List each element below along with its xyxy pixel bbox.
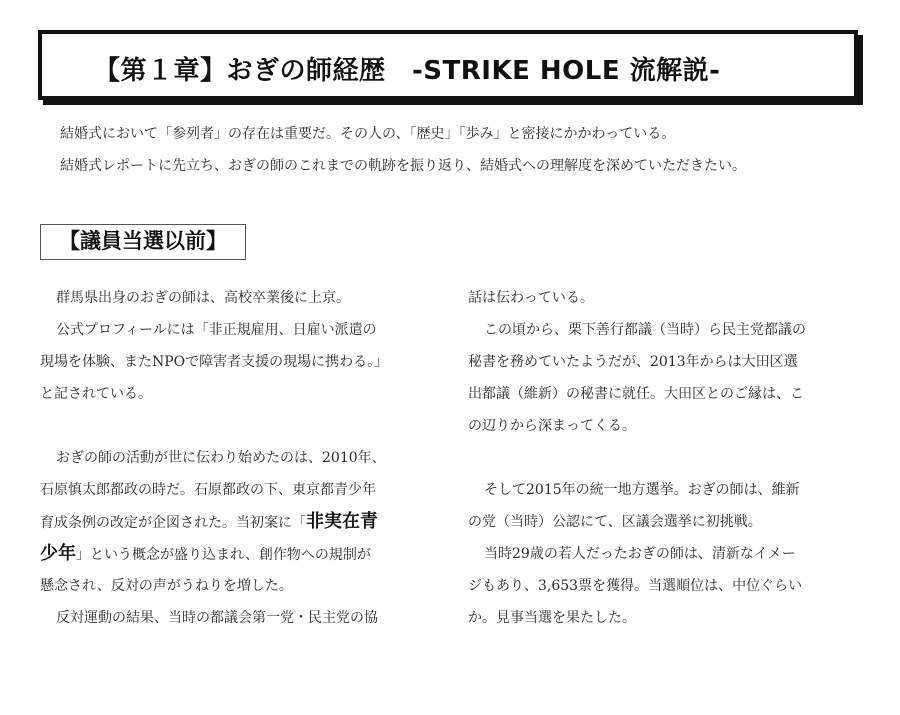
left-column [40, 282, 440, 634]
text-line: この頃から、栗下善行都議（当時）ら民主党都議の [484, 322, 806, 338]
text-line: 石原慎太郎都政の時だ。石原都政の下、東京都青少年 [40, 482, 376, 498]
emphasis-term: 非実在青 [306, 511, 378, 532]
text-line: 出都議（維新）の秘書に就任。大田区とのご縁は、こ [468, 386, 804, 402]
text-line: 反対運動の結果、当時の都議会第一党・民主党の協 [56, 610, 378, 626]
text-line: ジもあり、3,653票を獲得。当選順位は、中位ぐらい [468, 578, 803, 594]
text-line: 公式プロフィールには「非正規雇用、日雇い派遣の [56, 322, 377, 338]
paragraph-gap [468, 442, 868, 474]
section-heading: 【議員当選以前】 [40, 224, 246, 260]
paragraph-gap [40, 410, 440, 442]
chapter-title: 【第１章】おぎの師経歴 -STRIKE HOLE 流解説- [94, 56, 721, 86]
text-run: 育成条例の改定が企図された。当初案に「 [40, 515, 306, 531]
text-line [40, 538, 440, 570]
text-line: 秘書を務めていたようだが、2013年からは大田区選 [468, 354, 798, 370]
right-column [468, 282, 868, 634]
text-line: おぎの師の活動が世に伝わり始めたのは、2010年、 [56, 450, 386, 466]
text-line: と記されている。 [40, 386, 152, 402]
text-line: そして2015年の統一地方選挙。おぎの師は、維新 [484, 482, 800, 498]
text-line: 群馬県出身のおぎの師は、高校卒業後に上京。 [56, 290, 350, 306]
text-line: 懸念され、反対の声がうねりを増した。 [40, 578, 293, 594]
text-line: か。見事当選を果たした。 [468, 610, 636, 626]
text-line: 現場を体験、またNPOで障害者支援の現場に携わる。」 [40, 354, 389, 370]
intro-line-2: 結婚式レポートに先立ち、おぎの師のこれまでの軌跡を振り返り、結婚式への理解度を深めていただきたい。 [60, 158, 746, 174]
text-run: 」という概念が盛り込まれ、創作物への規制が [76, 547, 371, 563]
text-line [40, 506, 440, 538]
chapter-title-box [38, 30, 858, 100]
text-line: の辺りから深まってくる。 [468, 418, 636, 434]
intro-paragraph [60, 118, 860, 182]
intro-line-1: 結婚式において「参列者」の存在は重要だ。その人の、「歴史」「歩み」と密接にかかわっている。 [60, 126, 676, 142]
text-line: の党（当時）公認にて、区議会選挙に初挑戦。 [468, 514, 762, 530]
text-line: 当時29歳の若人だったおぎの師は、清新なイメー [484, 546, 796, 562]
text-line: 話は伝わっている。 [468, 290, 594, 306]
emphasis-term: 少年 [40, 543, 76, 564]
